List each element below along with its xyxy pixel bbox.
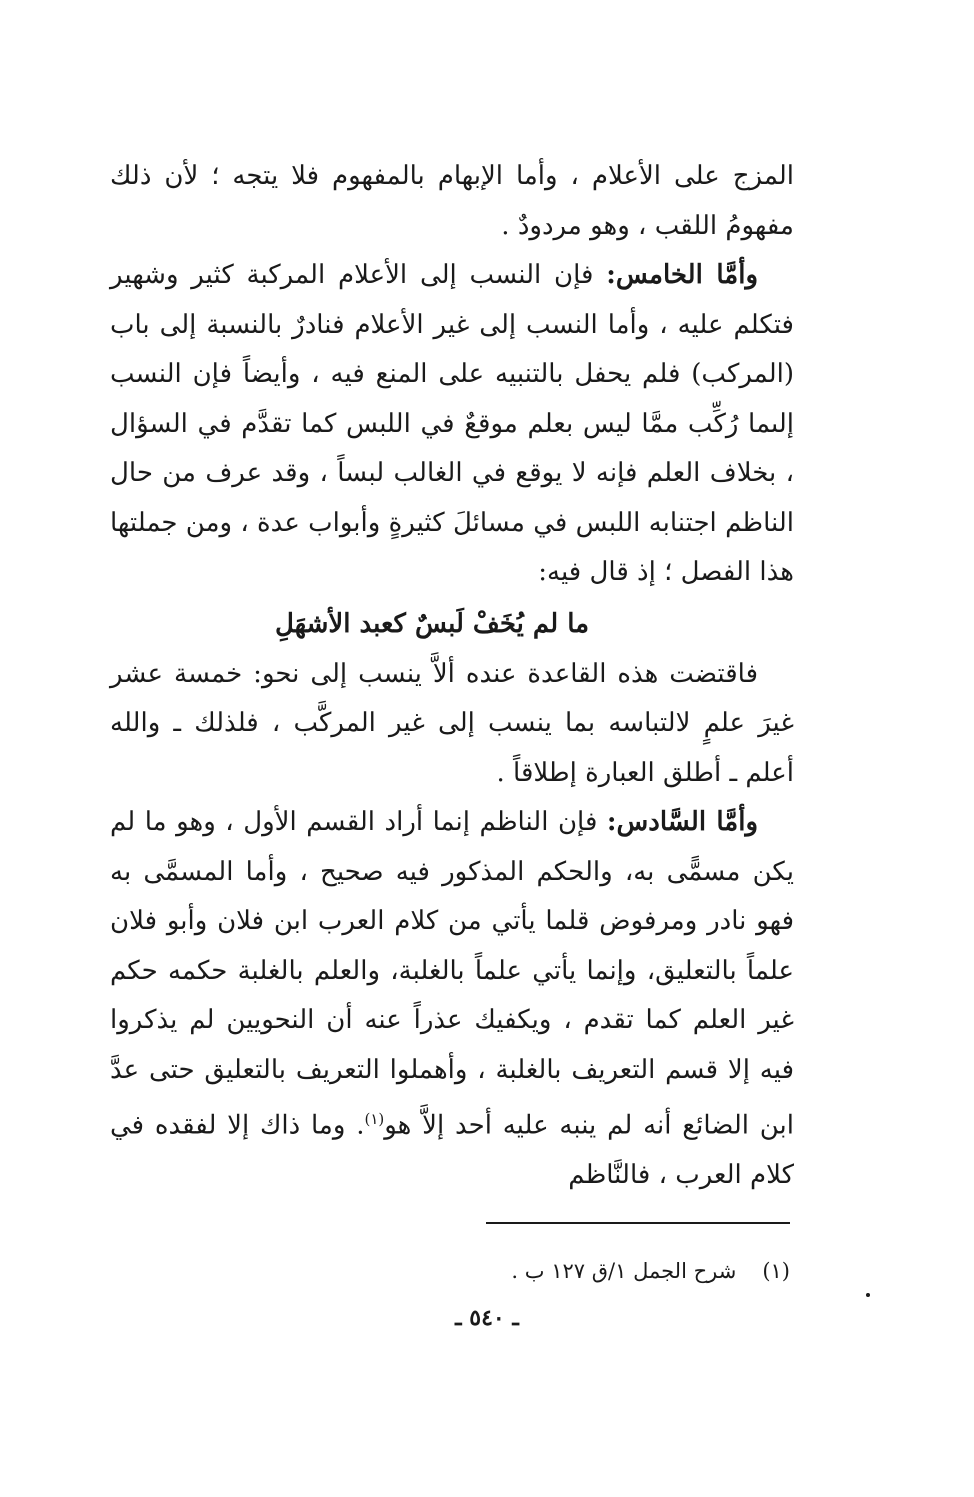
footnote bbox=[380, 1255, 790, 1287]
paragraph-3 bbox=[110, 650, 794, 799]
footnote-divider bbox=[486, 1222, 790, 1224]
paragraph-sixth bbox=[110, 798, 794, 1201]
paragraph-1 bbox=[110, 152, 794, 251]
heading-sixth: وأمَّا السَّادس: bbox=[606, 807, 759, 837]
footnote-marker: (١) bbox=[364, 1110, 385, 1128]
paragraph-fifth bbox=[110, 251, 794, 598]
footnote-number: (١) bbox=[762, 1259, 790, 1283]
poetry-verse: ما لم يُخَفْ لَبسٌ كعبد الأشهَلِ bbox=[274, 608, 590, 639]
paragraph-sixth-text: فإن الناظم إنما أراد القسم الأول ، وهو ما لم يكن مسمًّى به، والحكم المذكور فيه صحيح ، وأما المسمَّى به فهو نادر ومرفوض قلما يأتي من كلام العرب ابن فلان وأبو فلان علماً بالتعليق، وإنما يأتي علماً بالغلبة، والعلم بالغلبة حكمه حكم غير العلم كما تقدم ، ويكفيك عذراً عنه أن النحويين لم يذكروا فيه إلا قسم التعريف بالغلبة ، وأهملوا التعريف بالتعليق حتى عدَّ ابن الضائع أنه لم ينبه عليه أحد إلاَّ هو bbox=[110, 807, 794, 1141]
paragraph-fifth-text: فإن النسب إلى الأعلام المركبة كثير وشهير فتكلم عليه ، وأما النسب إلى غير الأعلام فنادرٌ بالنسبة إلى باب (المركب) فلم يحفل بالتنبيه على المنع فيه ، وأيضاً فإن النسب إلىما رُكِّب ممَّا ليس بعلم موقعٌ في اللبس كما تقدَّم في السؤال ، بخلاف العلم فإنه لا يوقع في الغالب لبساً ، وقد عرف من حال الناظم اجتنابه اللبس في مسائلَ كثيرةٍ وأبواب عدة ، ومن جملتها هذا الفصل ؛ إذ قال فيه: bbox=[110, 260, 794, 587]
paragraph-sixth-tail: . وما ذاك إلا لفقده في كلام العرب ، فالنَّاظم bbox=[110, 1110, 794, 1191]
paragraph-1-text: المزج على الأعلام ، وأما الإبهام بالمفهوم فلا يتجه ؛ لأن ذلك مفهومُ اللقب ، وهو مردودٌ . bbox=[110, 161, 794, 241]
footnote-text: شرح الجمل ١/ق ١٢٧ ب . bbox=[511, 1259, 737, 1283]
scan-speck bbox=[866, 1293, 870, 1297]
paragraph-3-text: فاقتضت هذه القاعدة عنده ألاَّ ينسب إلى نحو: خمسة عشر غيرَ علمٍ لالتباسه بما ينسب إلى غير المركَّب ، فلذلك ـ والله أعلم ـ أطلق العبارة إطلاقاً . bbox=[110, 658, 794, 788]
page-body bbox=[110, 152, 794, 1201]
page-number: ـ ٥٤٠ ـ bbox=[455, 1305, 519, 1331]
heading-fifth: وأمَّا الخامس: bbox=[606, 260, 759, 290]
